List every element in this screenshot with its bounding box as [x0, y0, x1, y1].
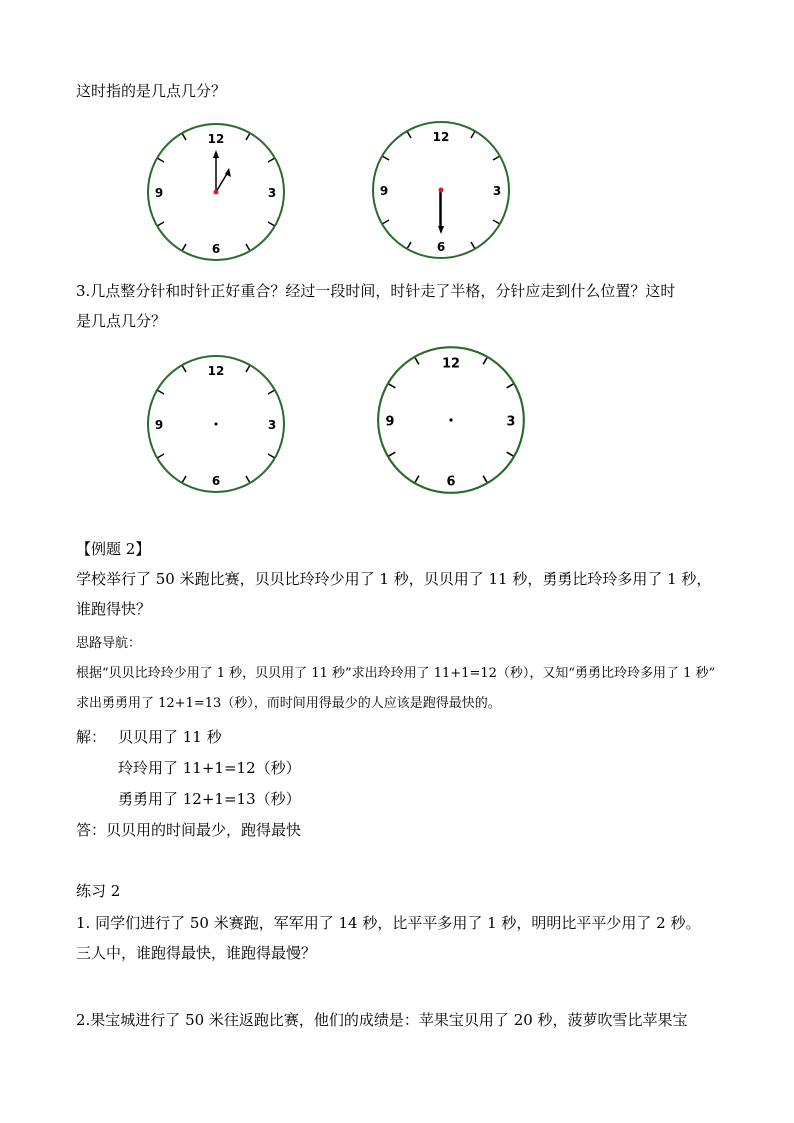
- solution-line-3: 勇勇用了 12+1=13（秒）: [118, 790, 301, 808]
- clock-number-3: 3: [506, 414, 516, 430]
- clock-tick: [183, 476, 187, 482]
- clock-number-9: 9: [379, 184, 389, 198]
- practice-q2-line-1: 2.果宝城进行了 50 米往返跑比赛，他们的成绩是：苹果宝贝用了 20 秒，菠萝吹雪比苹果宝: [76, 1011, 688, 1029]
- clock-tick: [483, 358, 487, 364]
- clock-tick: [383, 157, 389, 161]
- clock-number-6: 6: [211, 242, 221, 256]
- clock-tick: [471, 242, 475, 248]
- hint-line-1: 根据“贝贝比玲玲少用了 1 秒，贝贝用了 11 秒”求出玲玲用了 11+1=12（秒），又知“勇勇比玲玲多用了 1 秒”: [76, 666, 716, 681]
- example-2-problem-line-2: 谁跑得快？: [76, 600, 152, 618]
- clock-number-12: 12: [442, 356, 460, 372]
- hint-line-2: 求出勇勇用了 12+1=13（秒），而时间用得最少的人应该是跑得最快的。: [76, 696, 501, 711]
- clock-tick: [268, 159, 274, 163]
- clock-tick: [471, 132, 475, 138]
- clock-tick: [183, 366, 187, 372]
- clock-tick: [183, 134, 187, 140]
- clock-tick: [268, 454, 274, 458]
- clock-number-9: 9: [154, 418, 164, 432]
- clock-tick: [389, 384, 395, 388]
- center-dot: [215, 423, 218, 426]
- clock-tick: [158, 391, 164, 395]
- clock-number-12: 12: [207, 132, 225, 146]
- clock-tick: [408, 242, 412, 248]
- clock-tick: [268, 222, 274, 226]
- center-dot: [214, 190, 219, 195]
- question-3-line-1: 3.几点整分针和时针正好重合？经过一段时间，时针走了半格，分针应走到什么位置？这时: [76, 282, 676, 300]
- hint-title: 思路导航：: [76, 636, 142, 651]
- clock-number-6: 6: [211, 474, 221, 488]
- clock-number-12: 12: [207, 364, 225, 378]
- clock-number-6: 6: [446, 474, 456, 490]
- clock-tick: [246, 476, 250, 482]
- clock-tick: [158, 159, 164, 163]
- solution-label: 解：: [76, 728, 107, 746]
- clock-tick: [507, 384, 513, 388]
- practice-q1-line-1: 1. 同学们进行了 50 米赛跑，军军用了 14 秒，比平平多用了 1 秒，明明比平平少用了 2 秒。: [76, 914, 701, 932]
- clock-tick: [408, 132, 412, 138]
- clock-number-9: 9: [385, 414, 395, 430]
- clock-tick: [158, 454, 164, 458]
- minute-hand-tip: [438, 226, 444, 234]
- question-3-line-2: 是几点几分？: [76, 312, 167, 330]
- clock-tick: [415, 476, 419, 482]
- clock-tick: [246, 134, 250, 140]
- clock-tick: [493, 220, 499, 224]
- clock-number-9: 9: [154, 186, 164, 200]
- clock-tick: [383, 220, 389, 224]
- hour-hand: [216, 172, 228, 192]
- clock-tick: [246, 244, 250, 250]
- clock-tick: [246, 366, 250, 372]
- question-which-time: 这时指的是几点几分？: [76, 82, 227, 100]
- clock-tick: [158, 222, 164, 226]
- example-2-heading: 【例题 2】: [76, 540, 151, 558]
- practice-q1-line-2: 三人中，谁跑得最快，谁跑得最慢？: [76, 944, 317, 962]
- center-dot: [439, 188, 444, 193]
- answer-line: 答：贝贝用的时间最少，跑得最快: [76, 821, 302, 839]
- practice-2-heading: 练习 2: [76, 882, 121, 900]
- clock-number-3: 3: [492, 184, 502, 198]
- clock-tick: [183, 244, 187, 250]
- clock-tick: [493, 157, 499, 161]
- clock-tick: [507, 452, 513, 456]
- clock-tick: [415, 358, 419, 364]
- minute-hand-tip: [213, 150, 219, 158]
- clock-face-4: [376, 345, 526, 495]
- clock-number-3: 3: [267, 186, 277, 200]
- solution-line-2: 玲玲用了 11+1=12（秒）: [118, 759, 301, 777]
- solution-line-1: 贝贝用了 11 秒: [118, 728, 222, 746]
- clock-face-1: [146, 122, 286, 262]
- clock-number-12: 12: [432, 130, 450, 144]
- clock-number-3: 3: [267, 418, 277, 432]
- clock-face-2: [371, 120, 511, 260]
- center-dot: [449, 418, 452, 421]
- clock-tick: [389, 452, 395, 456]
- clock-tick: [268, 391, 274, 395]
- clock-face-3: [146, 354, 286, 494]
- clock-tick: [483, 476, 487, 482]
- example-2-problem-line-1: 学校举行了 50 米跑比赛，贝贝比玲玲少用了 1 秒，贝贝用了 11 秒，勇勇比玲玲多用了 1 秒，: [76, 570, 712, 588]
- clock-number-6: 6: [436, 240, 446, 254]
